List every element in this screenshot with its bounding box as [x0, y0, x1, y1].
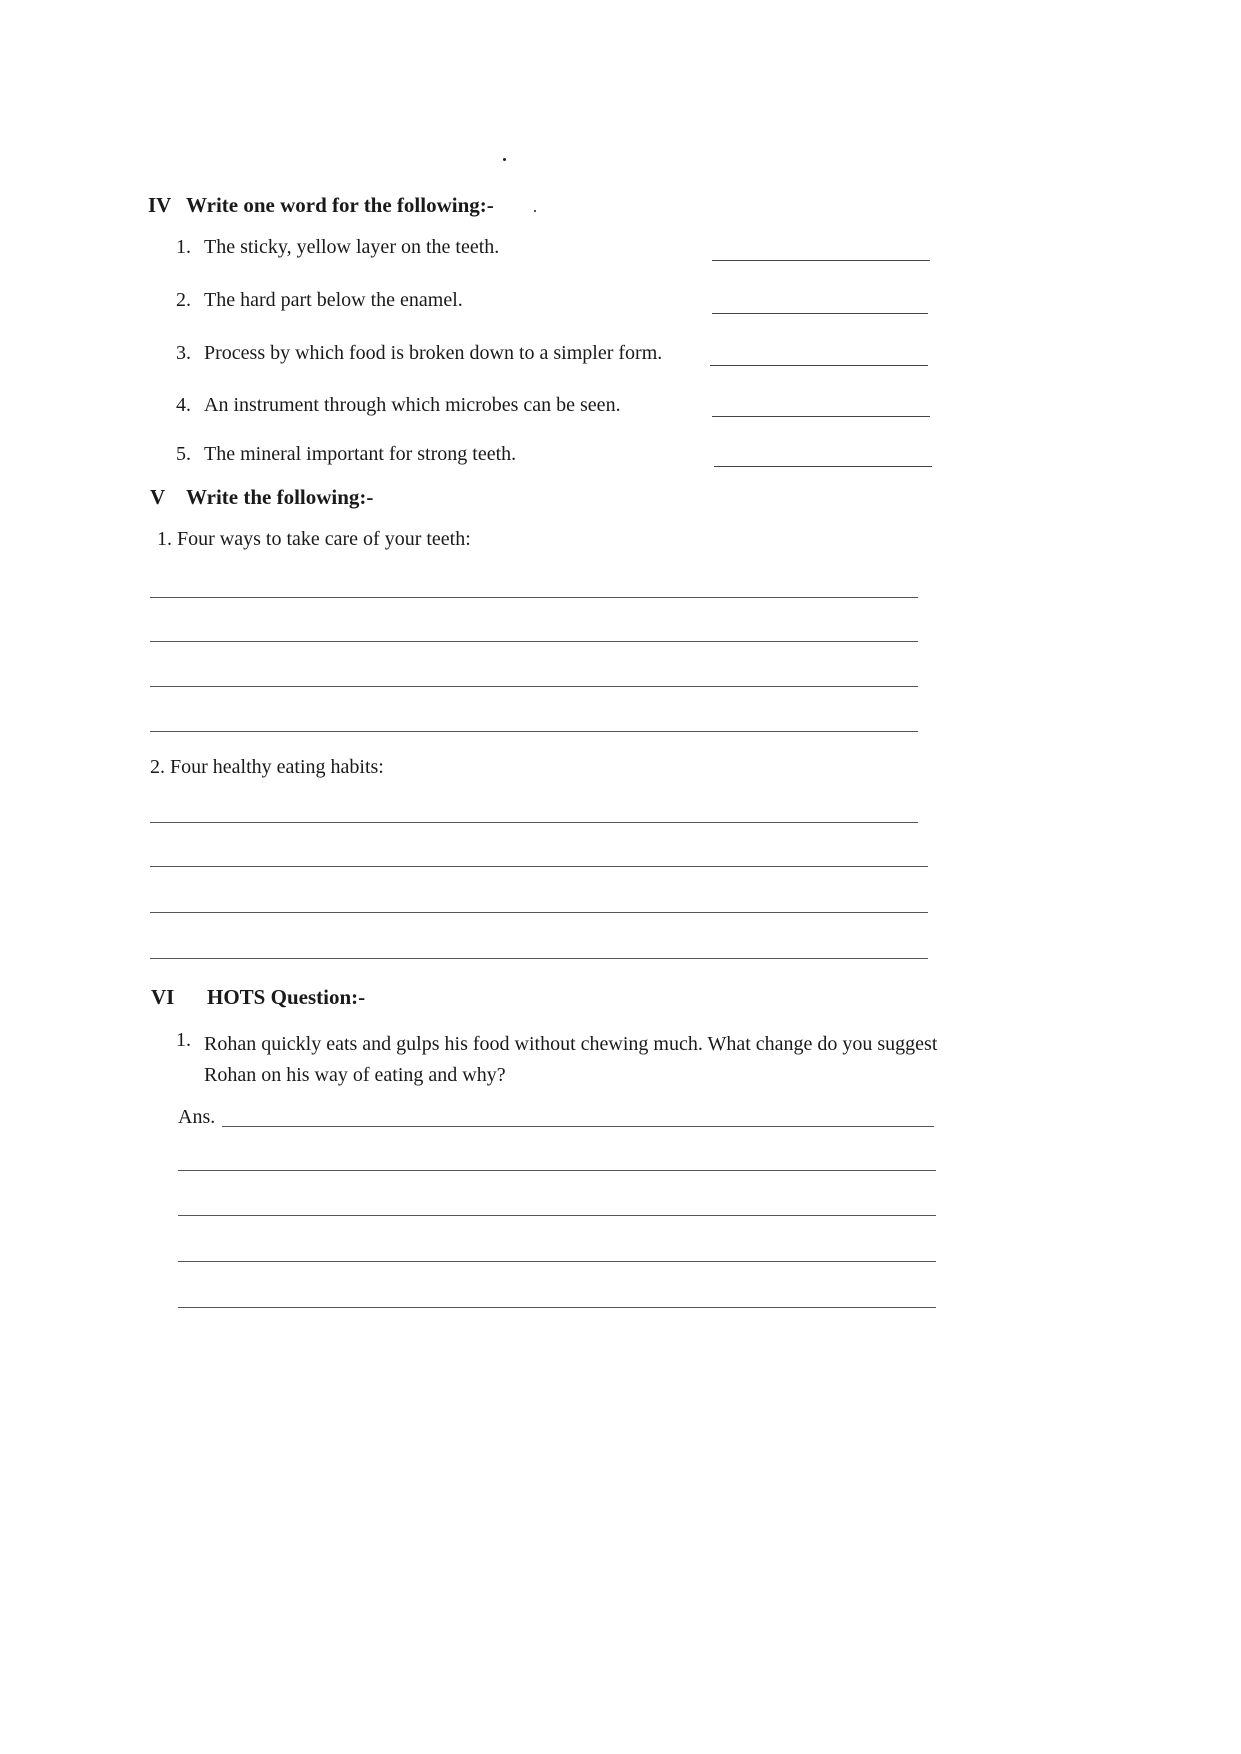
section-iv-title: Write one word for the following:- [186, 193, 494, 217]
section-iv-heading [148, 193, 494, 218]
question-text: The sticky, yellow layer on the teeth. [204, 236, 500, 258]
answer-blank[interactable] [712, 416, 930, 417]
question-number: 1. [176, 1029, 191, 1051]
answer-line[interactable] [150, 958, 928, 959]
question-text: Process by which food is broken down to a simpler form. [204, 342, 663, 364]
question-number: 5. [176, 443, 191, 465]
hots-question [176, 1029, 964, 1091]
question-number: 4. [176, 394, 191, 416]
question-number: 2. [176, 289, 191, 311]
answer-blank[interactable] [714, 466, 932, 467]
section-v-heading [150, 485, 373, 510]
section-vi-roman: VI [151, 985, 175, 1009]
section-v-title: Write the following:- [186, 485, 374, 509]
one-word-question [176, 443, 516, 466]
section-vi-heading [151, 985, 365, 1010]
write-item-label: 1. Four ways to take care of your teeth: [157, 528, 471, 550]
answer-line[interactable] [150, 641, 918, 642]
answer-line[interactable] [150, 912, 928, 913]
one-word-question [176, 289, 463, 312]
one-word-question [176, 342, 662, 365]
question-text: Rohan quickly eats and gulps his food without chewing much. What change do you suggest Rohan on his way of eating and why? [204, 1033, 938, 1086]
answer-line[interactable] [178, 1261, 936, 1262]
section-vi-title: HOTS Question:- [207, 985, 366, 1009]
answer-label: Ans. [178, 1106, 216, 1128]
answer-blank[interactable] [710, 365, 928, 366]
answer-blank[interactable] [712, 260, 930, 261]
answer-line[interactable] [150, 686, 918, 687]
section-v-roman: V [150, 485, 166, 509]
question-number: 3. [176, 342, 191, 364]
question-text: The hard part below the enamel. [204, 289, 463, 311]
scan-speck [503, 158, 506, 161]
answer-line[interactable] [150, 597, 918, 598]
one-word-question [176, 236, 499, 259]
question-text: The mineral important for strong teeth. [204, 443, 517, 465]
answer-line[interactable] [222, 1126, 934, 1127]
question-number: 1. [176, 236, 191, 258]
answer-blank[interactable] [712, 313, 928, 314]
answer-line[interactable] [150, 866, 928, 867]
answer-line[interactable] [178, 1170, 936, 1171]
scan-speck [534, 210, 536, 212]
answer-line[interactable] [150, 731, 918, 732]
answer-line[interactable] [178, 1215, 936, 1216]
question-text: An instrument through which microbes can be seen. [204, 394, 621, 416]
one-word-question [176, 394, 621, 417]
write-item-label: 2. Four healthy eating habits: [150, 756, 384, 778]
answer-line[interactable] [178, 1307, 936, 1308]
answer-line[interactable] [150, 822, 918, 823]
section-iv-roman: IV [148, 193, 172, 217]
